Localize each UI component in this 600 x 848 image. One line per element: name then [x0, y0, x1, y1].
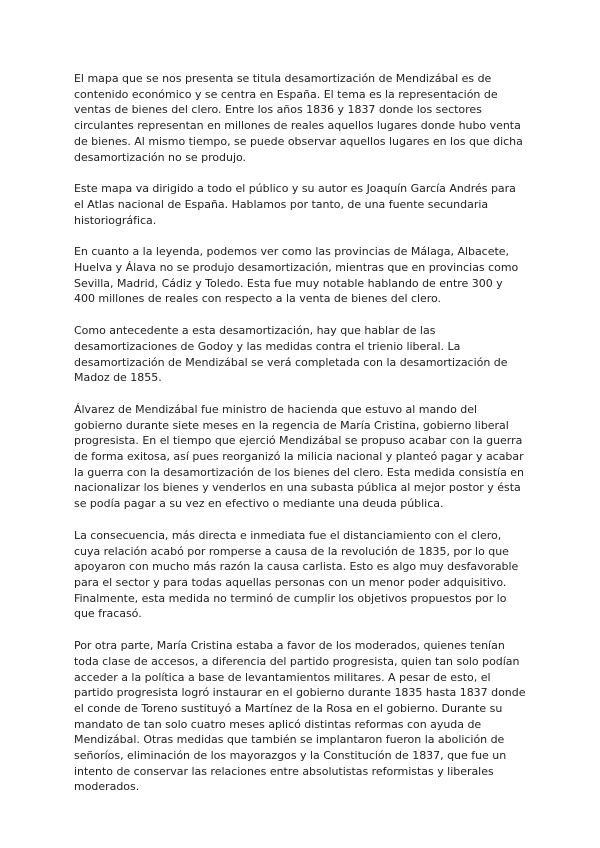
paragraph-consequences: La consecuencia, más directa e inmediata fue el distanciamiento con el clero, cuya relación acabó por romperse a causa de la revolución de 1835, por lo que apoyaron con mucho más razón la causa carlista. Esto es algo muy desfavorable para el sector y para todas aquellas personas con un menor poder adquisitivo. Finalmente, esta medida no terminó de cumplir los objetivos propuestos por lo que fracasó. [74, 528, 519, 621]
paragraph-legend: En cuanto a la leyenda, podemos ver como las provincias de Málaga, Albacete, Huelva y Álava no se produjo desamortización, mientras que en provincias como Sevilla, Madrid, Cádiz y Toledo. Esta fue muy notable hablando de entre 300 y 400 millones de reales con respecto a la venta de bienes del clero. [74, 245, 519, 306]
paragraph-map-intro: El mapa que se nos presenta se titula desamortización de Mendizábal es de contenido económico y se centra en España. El tema es la representación de ventas de bienes del clero. Entre los años 1836 y 1837 donde los sectores circulantes representan en millones de reales aquellos lugares donde hubo venta de bienes. Al mismo tiempo, se puede observar aquellos lugares en los que dicha desamortización no se produjo. [74, 72, 523, 164]
paragraph-antecedents: Como antecedente a esta desamortización, hay que hablar de las desamortizaciones de Godoy y las medidas contra el trienio liberal. La desamortización de Mendizábal se verá completada con la desamortización de Madoz de 1855. [74, 324, 508, 385]
document-body [74, 71, 526, 811]
paragraph-maria-cristina: Por otra parte, María Cristina estaba a favor de los moderados, quienes tenían toda clase de accesos, a diferencia del partido progresista, quien tan solo podían acceder a la política a base de levantamientos militares. A pesar de esto, el partido progresista logró instaurar en el gobierno durante 1835 hasta 1837 donde el conde de Toreno sustituyó a Martínez de la Rosa en el gobierno. Durante su mandato de tan solo cuatro meses aplicó distintas reformas con ayuda de Mendizábal. Otras medidas que también se implantaron fueron la abolición de señoríos, eliminación de los mayorazgos y la Constitución de 1837, que fue un intento de conservar las relaciones entre absolutistas reformistas y liberales moderados. [74, 639, 526, 794]
paragraph-audience-author: Este mapa va dirigido a todo el público y su autor es Joaquín García Andrés para el Atlas nacional de España. Hablamos por tanto, de una fuente secundaria historiográfica. [74, 182, 516, 227]
paragraph-mendizabal: Álvarez de Mendizábal fue ministro de hacienda que estuvo al mando del gobierno durante siete meses en la regencia de María Cristina, gobierno liberal progresista. En el tiempo que ejerció Mendizábal se propuso acabar con la guerra de forma exitosa, así pues reorganizó la milicia nacional y planteó pagar y acabar la guerra con la desamortización de los bienes del clero. Esta medida consistía en nacionalizar los bienes y venderlos en una subasta pública al mejor postor y ésta se podía pagar a su vez en efectivo o mediante una deuda pública. [74, 402, 524, 511]
